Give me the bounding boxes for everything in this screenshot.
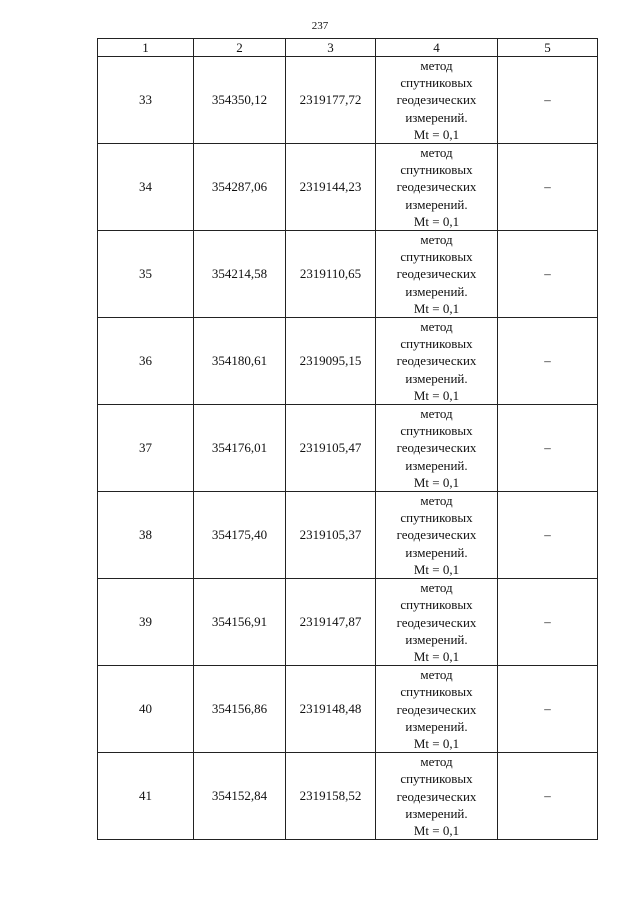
method-line: геодезических	[396, 788, 477, 804]
method-line: измерений.	[405, 457, 468, 473]
table-row	[98, 318, 598, 405]
x-coordinate-cell: 354156,91	[194, 579, 286, 666]
y-coordinate-cell: 2319105,37	[286, 492, 376, 579]
table-row	[98, 579, 598, 666]
method-line: Mt = 0,1	[413, 213, 460, 229]
y-coordinate-cell: 2319144,23	[286, 144, 376, 231]
y-coordinate-cell: 2319095,15	[286, 318, 376, 405]
x-coordinate-cell: 354175,40	[194, 492, 286, 579]
column-header: 2	[194, 39, 286, 57]
method-line: измерений.	[405, 109, 468, 125]
method-cell	[376, 144, 498, 231]
note-cell: –	[498, 579, 598, 666]
method-line: геодезических	[396, 266, 477, 282]
method-line: Mt = 0,1	[413, 822, 460, 838]
method-line: метод	[420, 58, 453, 73]
method-line: Mt = 0,1	[413, 561, 460, 577]
method-cell	[376, 318, 498, 405]
x-coordinate-cell: 354156,86	[194, 666, 286, 753]
note-cell: –	[498, 231, 598, 318]
note-cell: –	[498, 318, 598, 405]
point-number-cell: 36	[98, 318, 194, 405]
x-coordinate-cell: 354180,61	[194, 318, 286, 405]
method-cell	[376, 753, 498, 840]
note-cell: –	[498, 405, 598, 492]
method-line: Mt = 0,1	[413, 648, 460, 664]
method-line: измерений.	[405, 718, 468, 734]
method-line: спутниковых	[400, 75, 473, 91]
table-row	[98, 144, 598, 231]
method-cell	[376, 492, 498, 579]
method-line: геодезических	[396, 527, 477, 543]
method-cell	[376, 579, 498, 666]
method-line: спутниковых	[400, 162, 473, 178]
point-number-cell: 37	[98, 405, 194, 492]
method-line: Mt = 0,1	[413, 300, 460, 316]
table-row	[98, 57, 598, 144]
method-line: метод	[420, 145, 453, 161]
table-header	[98, 39, 598, 57]
method-line: спутниковых	[400, 510, 473, 526]
method-line: Mt = 0,1	[413, 126, 460, 142]
method-line: спутниковых	[400, 336, 473, 352]
table-row	[98, 666, 598, 753]
method-line: спутниковых	[400, 684, 473, 700]
method-line: Mt = 0,1	[413, 387, 460, 403]
y-coordinate-cell: 2319148,48	[286, 666, 376, 753]
point-number-cell: 34	[98, 144, 194, 231]
column-header: 4	[376, 39, 498, 57]
method-cell	[376, 231, 498, 318]
method-line: метод	[420, 667, 453, 683]
method-line: геодезических	[396, 614, 477, 630]
point-number-cell: 39	[98, 579, 194, 666]
method-line: измерений.	[405, 805, 468, 821]
method-line: спутниковых	[400, 597, 473, 613]
method-line: геодезических	[396, 440, 477, 456]
method-line: геодезических	[396, 353, 477, 369]
method-line: метод	[420, 406, 453, 422]
method-cell	[376, 57, 498, 144]
column-header: 1	[98, 39, 194, 57]
method-line: измерений.	[405, 370, 468, 386]
method-line: геодезических	[396, 92, 477, 108]
method-cell	[376, 666, 498, 753]
method-line: спутниковых	[400, 249, 473, 265]
point-number-cell: 40	[98, 666, 194, 753]
table-row	[98, 405, 598, 492]
method-line: метод	[420, 232, 453, 248]
y-coordinate-cell: 2319177,72	[286, 57, 376, 144]
method-line: спутниковых	[400, 771, 473, 787]
y-coordinate-cell: 2319147,87	[286, 579, 376, 666]
x-coordinate-cell: 354176,01	[194, 405, 286, 492]
table-body	[98, 57, 598, 840]
y-coordinate-cell: 2319158,52	[286, 753, 376, 840]
page-number: 237	[311, 20, 329, 32]
x-coordinate-cell: 354287,06	[194, 144, 286, 231]
header-row	[98, 39, 598, 57]
method-line: измерений.	[405, 196, 468, 212]
x-coordinate-cell: 354152,84	[194, 753, 286, 840]
method-line: Mt = 0,1	[413, 474, 460, 490]
method-line: метод	[420, 580, 453, 596]
method-line: метод	[420, 493, 453, 509]
x-coordinate-cell: 354350,12	[194, 57, 286, 144]
method-line: геодезических	[396, 179, 477, 195]
method-line: Mt = 0,1	[413, 735, 460, 751]
method-line: измерений.	[405, 283, 468, 299]
method-cell	[376, 405, 498, 492]
note-cell: –	[498, 144, 598, 231]
note-cell: –	[498, 753, 598, 840]
note-cell: –	[498, 666, 598, 753]
method-line: спутниковых	[400, 423, 473, 439]
y-coordinate-cell: 2319110,65	[286, 231, 376, 318]
method-line: измерений.	[405, 631, 468, 647]
column-header: 3	[286, 39, 376, 57]
point-number-cell: 41	[98, 753, 194, 840]
method-line: геодезических	[396, 701, 477, 717]
y-coordinate-cell: 2319105,47	[286, 405, 376, 492]
method-line: метод	[420, 319, 453, 335]
x-coordinate-cell: 354214,58	[194, 231, 286, 318]
coordinates-table	[97, 38, 598, 840]
note-cell: –	[498, 492, 598, 579]
point-number-cell: 35	[98, 231, 194, 318]
column-header: 5	[498, 39, 598, 57]
table-row	[98, 753, 598, 840]
table-row	[98, 492, 598, 579]
point-number-cell: 33	[98, 57, 194, 144]
note-cell: –	[498, 57, 598, 144]
method-line: измерений.	[405, 544, 468, 560]
point-number-cell: 38	[98, 492, 194, 579]
method-line: метод	[420, 754, 453, 770]
table-row	[98, 231, 598, 318]
